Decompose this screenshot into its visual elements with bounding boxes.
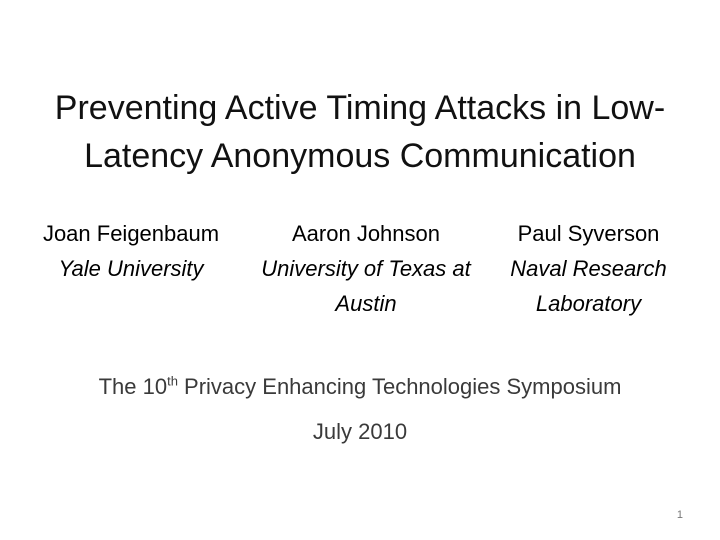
- author-name: Aaron Johnson: [292, 221, 440, 246]
- venue-line: [20, 369, 700, 405]
- author-block: [487, 216, 690, 321]
- author-block: [16, 216, 246, 286]
- author-name: Paul Syverson: [517, 221, 660, 246]
- slide-number: 1: [676, 509, 683, 521]
- venue-text-after: Privacy Enhancing Technologies Symposium: [177, 374, 622, 399]
- venue-text-before: The 10: [98, 374, 168, 399]
- presentation-date: July 2010: [312, 419, 408, 444]
- slide-title: Preventing Active Timing Attacks in Low-Latency Anonymous Communication: [54, 89, 666, 175]
- venue-ordinal-suffix: th: [167, 373, 178, 389]
- author-block: [248, 216, 484, 321]
- author-affiliation: Naval Research Laboratory: [510, 256, 667, 316]
- author-affiliation: University of Texas at Austin: [261, 256, 471, 316]
- author-name: Joan Feigenbaum: [42, 221, 220, 246]
- author-affiliation: Yale University: [58, 256, 204, 281]
